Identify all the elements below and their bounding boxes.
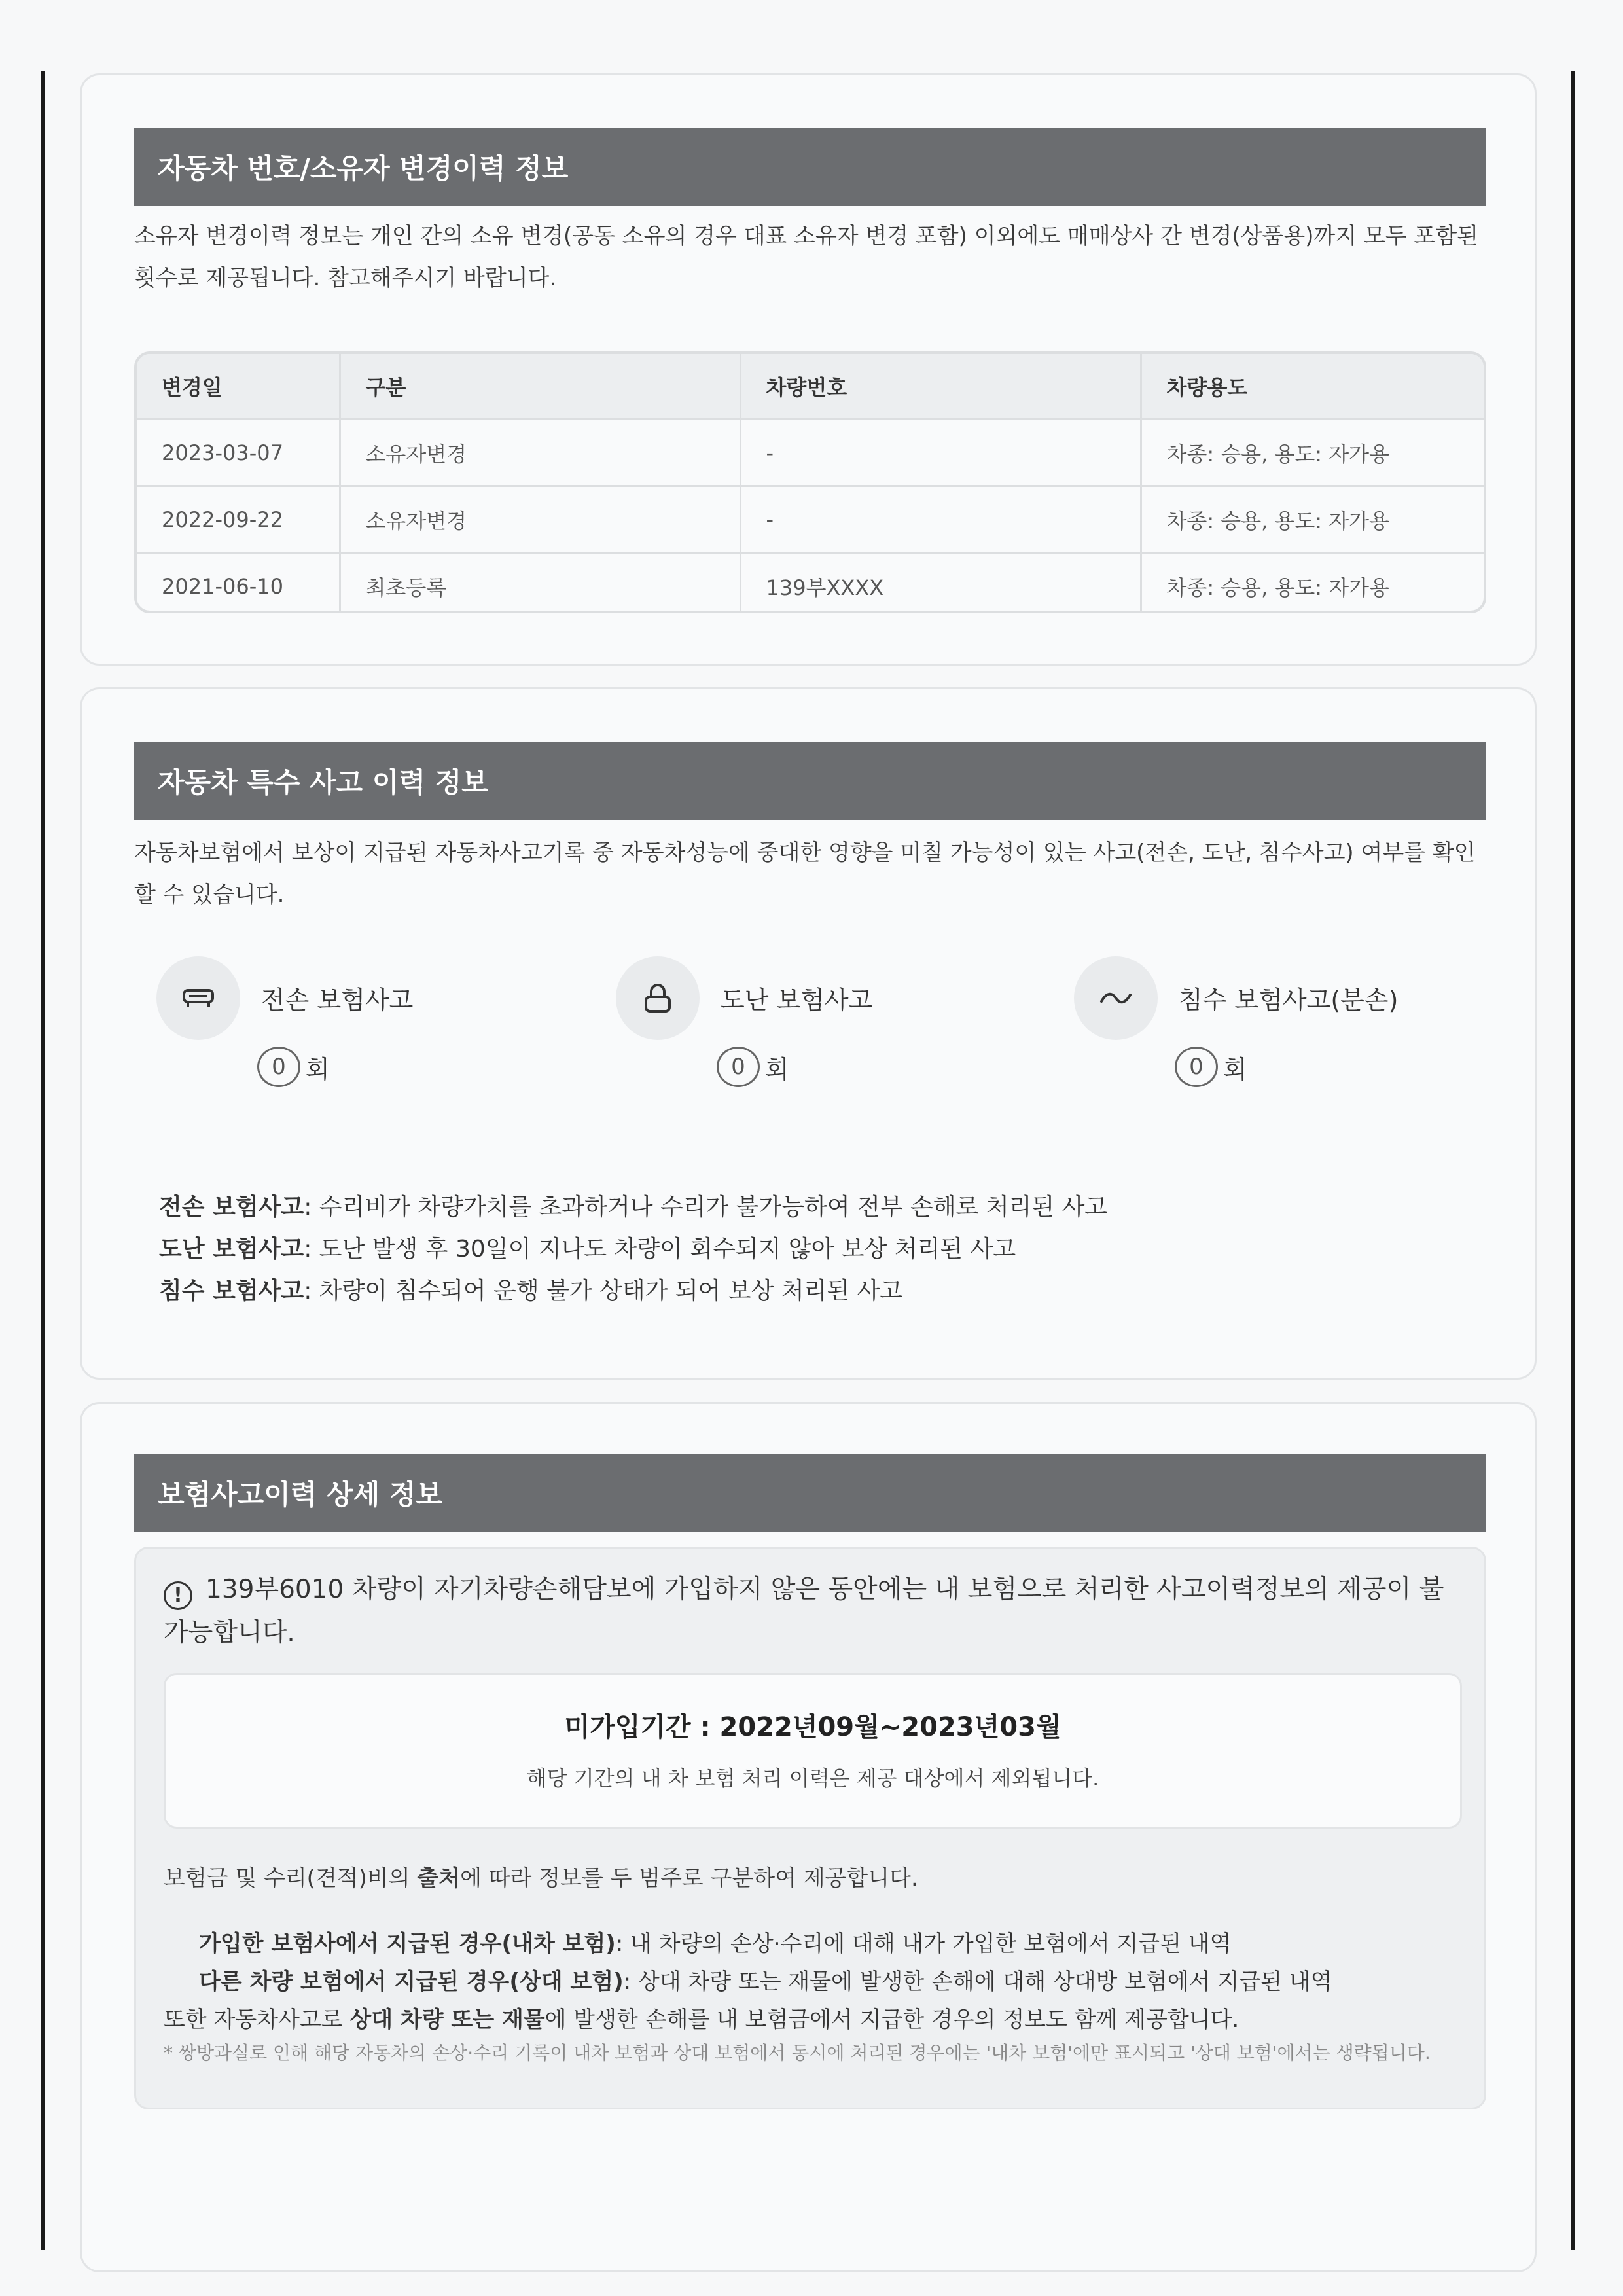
definition-text: : 차량이 침수되어 운행 불가 상태가 되어 보상 처리된 사고 [304,1278,903,1304]
own-insurance-item [199,1926,1231,1958]
notice-text: 139부6010 차량이 자기차량손해담보에 가입하지 않은 동안에는 내 보험으로 처리한 사고이력정보의 제공이 불가능합니다. [164,1575,1444,1647]
other-insurance-item [199,1964,1332,1996]
extra-post: 에 발생한 손해를 내 보험금에서 지급한 경우의 정보도 함께 제공합니다. [544,2007,1240,2033]
source-post: 에 따라 정보를 두 범주로 구분하여 제공합니다. [460,1865,918,1892]
footnote: * 쌍방과실로 인해 해당 자동차의 손상·수리 기록이 내차 보험과 상대 보험에서 동시에 처리된 경우에는 '내차 보험'에만 표시되고 '상대 보험'에서는 생략됩니다. [164,2042,1431,2064]
definition-text: : 수리비가 차량가치를 초과하거나 수리가 불가능하여 전부 손해로 처리된 사고 [304,1194,1108,1221]
right-edge-line [1571,71,1575,2250]
cell-date: 2022-09-22 [137,486,340,553]
special-accident-title: 자동차 특수 사고 이력 정보 [134,742,1486,820]
count-value: 0 [257,1047,300,1087]
warning-icon: ! [164,1581,192,1610]
total-loss-count [257,1047,330,1087]
table-header-row [137,354,1484,420]
source-description [164,1860,918,1892]
extra-pre: 또한 자동차사고로 [164,2007,350,2033]
count-unit: 회 [765,1054,789,1084]
ownership-history-card [80,73,1537,666]
theft-count [717,1047,789,1087]
table-row [137,486,1484,553]
own-insurance-text: : 내 차량의 손상·수리에 대해 내가 가입한 보험에서 지급된 내역 [615,1931,1232,1957]
extra-bold: 상대 차량 또는 재물 [349,2007,545,2033]
table-row [137,420,1484,486]
total-loss-label: 전손 보험사고 [261,986,414,1014]
lock-icon [616,956,700,1040]
count-unit: 회 [1223,1054,1247,1084]
cell-usage: 차종: 승용, 용도: 자가용 [1141,420,1484,486]
unsubscribed-period-title: 미가입기간 : 2022년09월~2023년03월 [564,1712,1061,1742]
definition-term: 침수 보험사고 [159,1278,304,1304]
own-insurance-term: 가입한 보험사에서 지급된 경우(내차 보험) [199,1931,616,1957]
notice-box [134,1547,1486,2109]
cell-date: 2021-06-10 [137,553,340,614]
count-value: 0 [1175,1047,1218,1087]
cell-plate: - [740,486,1141,553]
cell-plate: - [740,420,1141,486]
cell-plate: 139부XXXX [740,553,1141,614]
special-accident-description: 자동차보험에서 보상이 지급된 자동차사고기록 중 자동차성능에 중대한 영향을 미칠 가능성이 있는 사고(전손, 도난, 침수사고) 여부를 확인할 수 있습니다. [134,840,1476,908]
flood-count [1175,1047,1247,1087]
flood-label: 침수 보험사고(분손) [1179,986,1399,1014]
column-header-date: 변경일 [137,354,340,420]
source-bold: 출처 [417,1865,461,1892]
ownership-history-description: 소유자 변경이력 정보는 개인 간의 소유 변경(공동 소유의 경우 대표 소유자 변경 포함) 이외에도 매매상사 간 변경(상품용)까지 모두 포함된 횟수로 제공됩니다. 참고해주시기 바랍니다. [134,223,1479,291]
cell-usage: 차종: 승용, 용도: 자가용 [1141,553,1484,614]
other-insurance-text: : 상대 차량 또는 재물에 발생한 손해에 대해 상대방 보험에서 지급된 내역 [623,1969,1332,1995]
cell-date: 2023-03-07 [137,420,340,486]
column-header-type: 구분 [340,354,740,420]
cell-type: 최초등록 [340,553,740,614]
accident-definitions [159,1187,1107,1312]
ownership-history-table [134,351,1486,613]
count-unit: 회 [306,1054,330,1084]
definition-term: 도난 보험사고 [159,1236,304,1263]
ownership-history-title: 자동차 번호/소유자 변경이력 정보 [134,128,1486,206]
unsubscribed-period-box [164,1673,1462,1829]
cell-type: 소유자변경 [340,486,740,553]
column-header-usage: 차량용도 [1141,354,1484,420]
notice-message [164,1568,1459,1655]
definition-theft [159,1229,1107,1270]
wave-icon [1074,956,1158,1040]
cell-usage: 차종: 승용, 용도: 자가용 [1141,486,1484,553]
count-value: 0 [717,1047,760,1087]
column-header-plate: 차량번호 [740,354,1141,420]
insurance-detail-title: 보험사고이력 상세 정보 [134,1454,1486,1532]
insurance-detail-card [80,1402,1537,2272]
source-pre: 보험금 및 수리(견적)비의 [164,1865,418,1892]
definition-text: : 도난 발생 후 30일이 지나도 차량이 회수되지 않아 보상 처리된 사고 [304,1236,1016,1263]
car-icon [156,956,240,1040]
left-edge-line [41,71,45,2250]
other-insurance-term: 다른 차량 보험에서 지급된 경우(상대 보험) [199,1969,624,1995]
extra-info [164,2001,1239,2034]
definition-total-loss [159,1187,1107,1229]
table-row [137,553,1484,614]
unsubscribed-period-note: 해당 기간의 내 차 보험 처리 이력은 제공 대상에서 제외됩니다. [526,1766,1099,1791]
definition-flood [159,1270,1107,1312]
cell-type: 소유자변경 [340,420,740,486]
theft-label: 도난 보험사고 [721,986,873,1014]
definition-term: 전손 보험사고 [159,1194,304,1221]
special-accident-card [80,687,1537,1380]
